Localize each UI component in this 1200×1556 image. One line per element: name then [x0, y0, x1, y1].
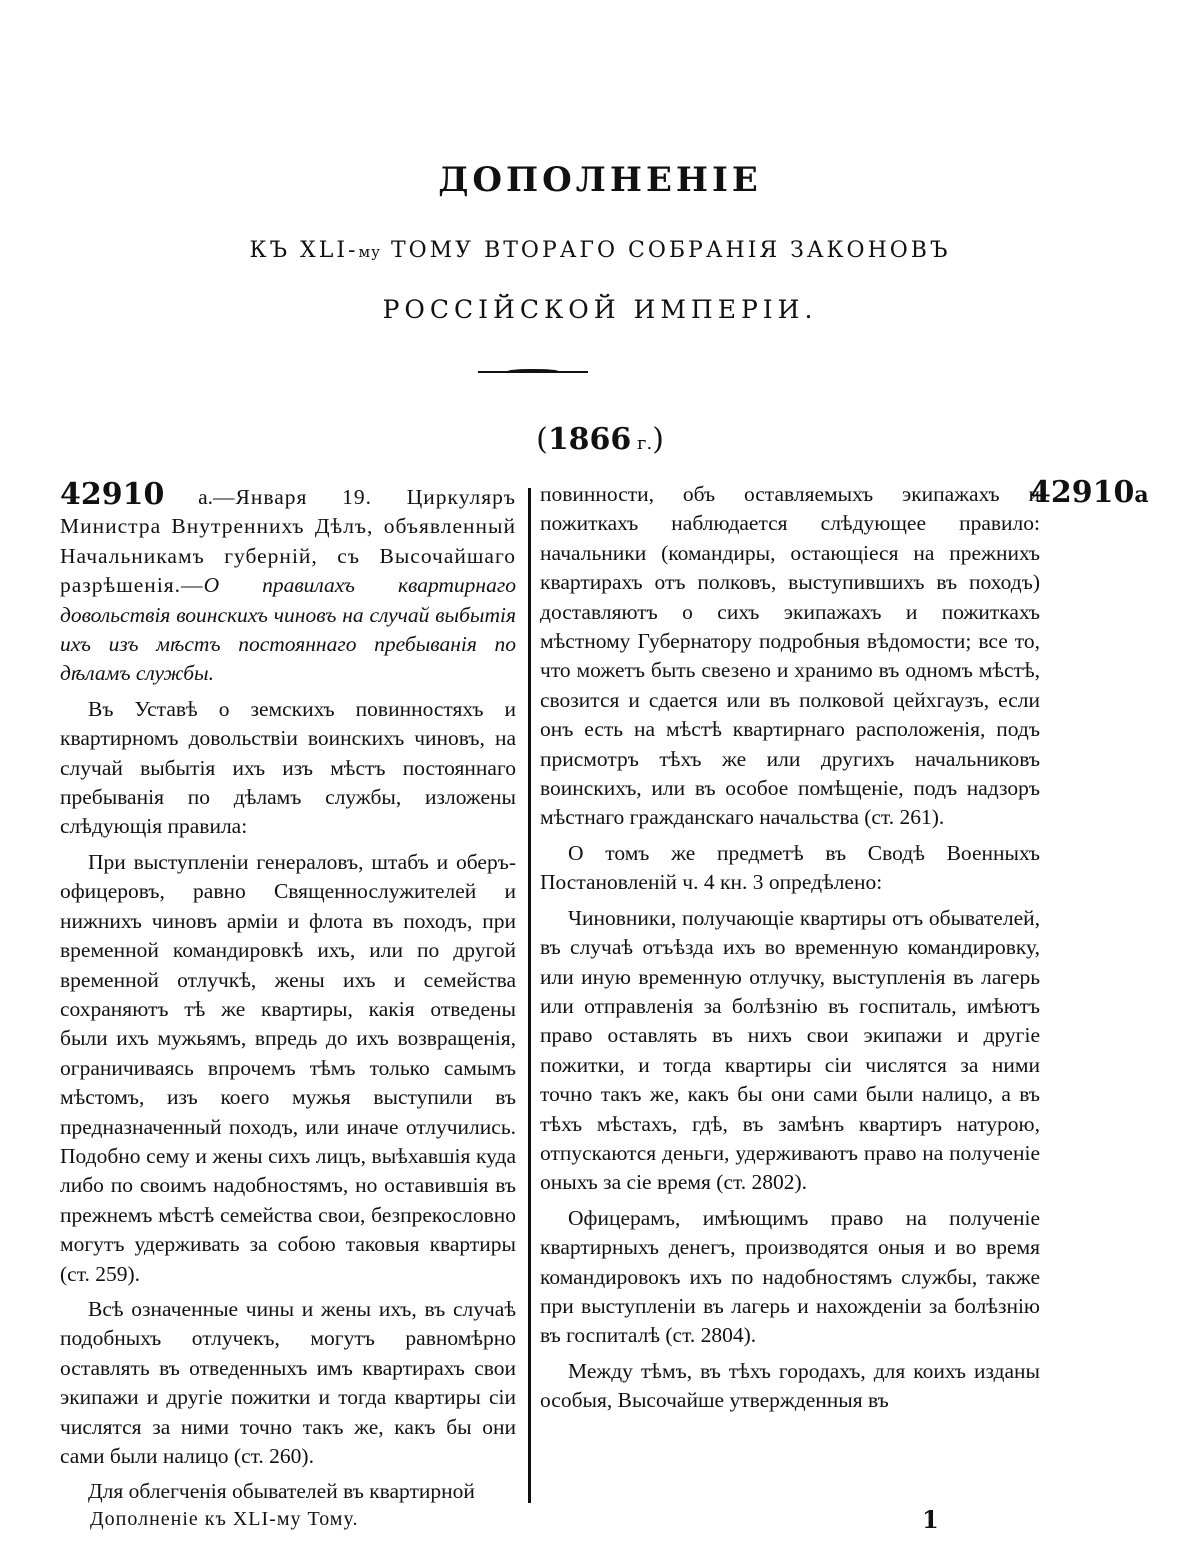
- article-heading-text: —Января 19. Циркуляръ Министра Внутреннихъ Дѣлъ, объявленный Начальникамъ губернiй, съ Высочайшаго разрѣшенiя.—: [60, 485, 516, 598]
- article-subject: О правилахъ квартирнаго довольствiя воинскихъ чиновъ на случай выбытiя ихъ изъ мѣстъ постояннаго пребыванiя по дѣламъ службы.: [60, 573, 516, 686]
- article-heading: [60, 477, 516, 689]
- subtitle-part-2: ТОМУ ВТОРАГО СОБРАНIЯ ЗАКОНОВЪ: [380, 238, 951, 263]
- year-suffix: г.: [631, 433, 653, 454]
- year-open: (: [536, 422, 548, 457]
- paragraph: Для облегченiя обывателей въ квартирной: [88, 1479, 475, 1504]
- page-number: 1: [922, 1505, 939, 1534]
- year-heading: [0, 422, 1200, 457]
- footer-signature: Дополненiе къ XLI-му Тому.: [90, 1508, 359, 1530]
- margin-letter: а: [1134, 482, 1149, 508]
- paragraph: Въ Уставѣ о земскихъ повинностяхъ и квартирномъ довольствiи воинскихъ чиновъ, на случай выбытiя ихъ изъ мѣстъ постояннаго пребыванiя по дѣламъ службы, изложены слѣдующiя правила:: [60, 696, 516, 839]
- ornamental-rule: [478, 371, 588, 373]
- subtitle-small: му: [358, 243, 381, 261]
- subtitle-line-1: [0, 238, 1200, 263]
- page-title: ДОПОЛНЕНIЕ: [438, 160, 762, 200]
- paragraph: Чиновники, получающiе квартиры отъ обывателей, въ случаѣ отъѣзда ихъ во временную командировку, или иную временную отлучку, выступленiя въ лагерь или отправленiя за болѣзнiю въ госпиталь, имѣютъ право оставлять въ нихъ свои экипажи и другiе пожитки, и тогда квартиры сiи числятся за ними точно такъ же, какъ бы они сами были налицо, а въ тѣхъ мѣстахъ, гдѣ, въ замѣнъ квартиръ натурою, отпускаются деньги, удерживаютъ право на полученiе оныхъ за сiе время (ст. 2802).: [540, 905, 1040, 1195]
- column-divider: [528, 488, 531, 1503]
- article-letter: а.: [164, 485, 214, 509]
- margin-number: 42910: [1030, 475, 1135, 510]
- paragraph: Офицерамъ, имѣющимъ право на полученiе квартирныхъ денегъ, производятся оныя и во время командировокъ ихъ по надобностямъ службы, также при выступленiи въ лагерь и нахожденiи за болѣзнiю въ госпиталѣ (ст. 2804).: [540, 1205, 1040, 1348]
- left-column: [60, 477, 516, 1507]
- paragraph: При выступленiи генераловъ, штабъ и оберъ-офицеровъ, равно Священнослужителей и нижнихъ чиновъ армiи и флота въ походъ, при временной командировкѣ ихъ, или по другой временной отлучкѣ, жены ихъ и семейства сохраняютъ тѣ же квартиры, какiя отведены были ихъ мужьямъ, впредь до ихъ возвращенiя, ограничиваясь впрочемъ тѣмъ только самымъ мѣстомъ, изъ коего мужья выступили въ предназначенный походъ, или иначе отлучились. Подобно сему и жены сихъ лицъ, выѣхавшiя куда либо по своимъ надобностямъ, но оставившiя въ прежнемъ мѣстѣ семейства свои, безпрекословно могутъ удерживать за собою таковыя квартиры (ст. 259).: [60, 849, 516, 1286]
- subtitle-part-1: КЪ XLI-: [249, 238, 359, 263]
- year-close: ): [652, 422, 664, 457]
- paragraph: Между тѣмъ, въ тѣхъ городахъ, для коихъ изданы особыя, Высочайше утвержденныя въ: [540, 1358, 1040, 1413]
- paragraph: Всѣ означенные чины и жены ихъ, въ случаѣ подобныхъ отлучекъ, могутъ равномѣрно оставлять въ отведенныхъ имъ квартирахъ свои экипажи и другiе пожитки и тогда квартиры сiи числятся за ними точно такъ же, какъ бы они сами были налицо (ст. 260).: [60, 1296, 516, 1468]
- margin-article-number: [1030, 475, 1149, 510]
- paragraph: О томъ же предметѣ въ Сводѣ Военныхъ Постановленiй ч. 4 кн. 3 опредѣлено:: [540, 840, 1040, 895]
- article-number: 42910: [60, 477, 165, 512]
- subtitle-line-2: РОССIЙСКОЙ ИМПЕРIИ.: [382, 295, 818, 324]
- paragraph: повинности, объ оставляемыхъ экипажахъ и пожиткахъ наблюдается слѣдующее правило: начальники (командиры, остающiеся на прежнихъ квартирахъ отъ полковъ, выступившихъ въ походъ) доставляютъ о сихъ экипажахъ и пожиткахъ мѣстному Губернатору подробныя вѣдомости; все то, что можетъ быть свезено и хранимо въ одномъ мѣстѣ, свозится и сдается или въ полковой цейхгаузъ, если онъ есть на мѣстѣ квартирнаго расположенiя, подъ присмотръ тѣхъ же или другихъ начальниковъ воинскихъ, или въ особое помѣщенiе, подъ надзоръ мѣстнаго гражданскаго начальства (ст. 261).: [540, 482, 1040, 830]
- year-number: 1866: [547, 422, 632, 457]
- right-column: [540, 480, 1040, 1416]
